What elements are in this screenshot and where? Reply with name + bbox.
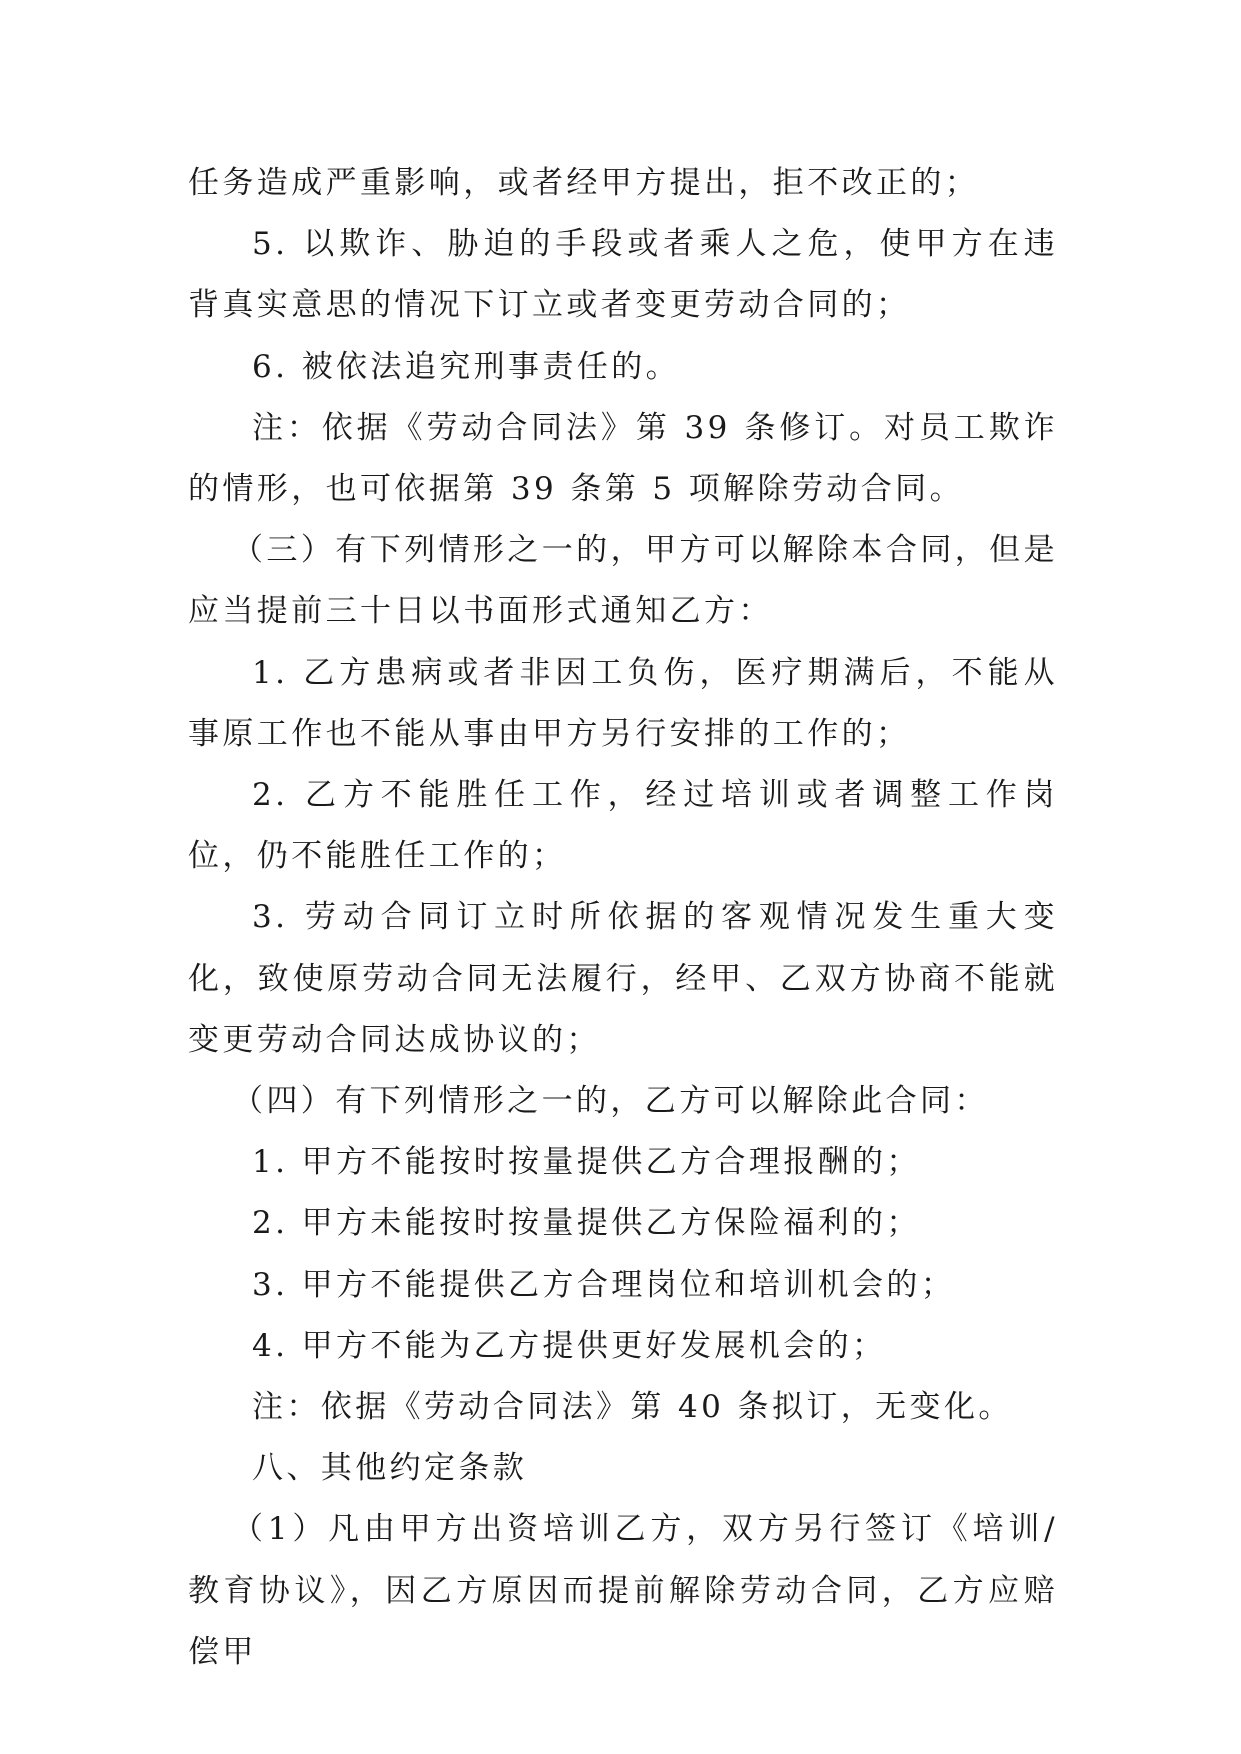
section-four-item-2: 2. 甲方未能按时按量提供乙方保险福利的； [252,1205,921,1242]
section-three-item-3: 3. 劳动合同订立时所依据的客观情况发生重大变化，致使原劳动合同无法履行，经甲、乙双方协商不能就变更劳动合同达成协议的； [188,899,1058,1058]
section-four-item-3: 3. 甲方不能提供乙方合理岗位和培训机会的； [252,1266,956,1303]
paragraph-continuation: 任务造成严重影响，或者经甲方提出，拒不改正的； [188,165,980,201]
note-article-40: 注：依据《劳动合同法》第 40 条拟订，无变化。 [252,1389,1013,1426]
section-three-item-2: 2. 乙方不能胜任工作，经过培训或者调整工作岗位，仍不能胜任工作的； [188,777,1058,875]
section-four-heading: （四）有下列情形之一的，乙方可以解除此合同： [232,1083,989,1120]
contract-body [188,153,1058,1683]
section-eight-clause-1: （1）凡由甲方出资培训乙方，双方另行签订《培训/教育协议》，因乙方原因而提前解除劳动合同，乙方应赔偿甲 [188,1511,1058,1670]
note-article-39: 注：依据《劳动合同法》第 39 条修订。对员工欺诈的情形，也可依据第 39 条第 5 项解除劳动合同。 [188,409,1058,508]
section-four-item-4: 4. 甲方不能为乙方提供更好发展机会的； [252,1327,887,1364]
section-three-heading: （三）有下列情形之一的，甲方可以解除本合同，但是应当提前三十日以书面形式通知乙方： [188,532,1058,630]
section-eight-heading: 八、其他约定条款 [252,1450,528,1487]
clause-item-5: 5. 以欺诈、胁迫的手段或者乘人之危，使甲方在违背真实意思的情况下订立或者变更劳动合同的； [188,226,1058,324]
section-four-item-1: 1. 甲方不能按时按量提供乙方合理报酬的； [252,1144,921,1181]
clause-item-6: 6. 被依法追究刑事责任的。 [252,348,681,385]
section-three-item-1: 1. 乙方患病或者非因工负伤，医疗期满后，不能从事原工作也不能从事由甲方另行安排的工作的； [188,654,1058,752]
